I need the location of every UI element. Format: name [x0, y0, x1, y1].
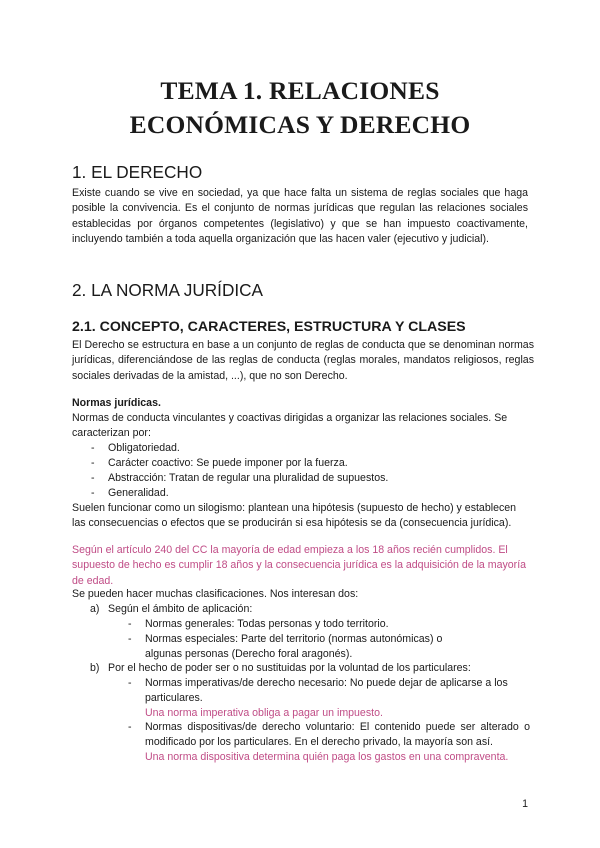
- normas-juridicas-definition: Normas de conducta vinculantes y coactivas dirigidas a organizar las relaciones sociales. Se caracterizan por:: [72, 412, 508, 440]
- list-marker-b: b): [90, 662, 100, 674]
- bullet-dash: -: [128, 721, 132, 733]
- classification-a-item: Normas especiales: Parte del territorio (normas autonómicas) o algunas personas (Derecho foral aragonés).: [145, 633, 443, 661]
- article-example: Según el artículo 240 del CC la mayoría de edad empieza a los 18 años recién cumplidos. El supuesto de hecho es cumplir 18 años y la consecuencia jurídica es la adquisición de la mayoría de edad.: [72, 544, 527, 587]
- title-line-2: ECONÓMICAS Y DERECHO: [129, 110, 471, 139]
- document-title: [40, 74, 560, 142]
- classifications-intro: Se pueden hacer muchas clasificaciones. Nos interesan dos:: [72, 588, 359, 600]
- characteristic-item: Generalidad.: [108, 487, 169, 499]
- classification-a-label: Según el ámbito de aplicación:: [108, 603, 253, 615]
- bullet-dash: -: [128, 677, 132, 689]
- classification-b-item: Normas imperativas/de derecho necesario: No puede dejar de aplicarse a los particulares.: [145, 677, 508, 705]
- classification-b-example: Una norma dispositiva determina quién paga los gastos en una compraventa.: [145, 751, 509, 763]
- characteristic-item: Abstracción: Tratan de regular una pluralidad de supuestos.: [108, 472, 389, 484]
- title-line-1: TEMA 1. RELACIONES: [160, 76, 440, 105]
- classification-a-item: Normas generales: Todas personas y todo territorio.: [145, 618, 389, 630]
- classification-b-item: Normas dispositivas/de derecho voluntario: El contenido puede ser alterado o modificado por los particulares. En el derecho privado, la mayoría son así.: [145, 721, 530, 749]
- section-1-heading: 1. EL DERECHO: [72, 162, 203, 182]
- characteristic-item: Carácter coactivo: Se puede imponer por la fuerza.: [108, 457, 348, 469]
- section-1-body: Existe cuando se vive en sociedad, ya que hace falta un sistema de reglas sociales que haga posible la convivencia. Es el conjunto de normas jurídicas que regulan las relaciones sociales establecidas por órganos competentes (legislativo) y que se han impuesto coactivamente, incluyendo también a toda aquella organización que las hacen valer (ejecutivo y judicial).: [72, 187, 528, 246]
- list-marker-a: a): [90, 603, 100, 615]
- section-2-1-intro: El Derecho se estructura en base a un conjunto de reglas de conducta que se denominan normas jurídicas, diferenciándose de las reglas de conducta (reglas morales, mandatos religiosos, reglas sociales derivadas de la amistad, ...), que no son Derecho.: [72, 339, 534, 382]
- normas-juridicas-label: Normas jurídicas.: [72, 397, 161, 409]
- bullet-dash: -: [91, 487, 95, 499]
- characteristic-item: Obligatoriedad.: [108, 442, 180, 454]
- bullet-dash: -: [91, 472, 95, 484]
- bullet-dash: -: [128, 618, 132, 630]
- silogismo-paragraph: Suelen funcionar como un silogismo: plantean una hipótesis (supuesto de hecho) y establecen las consecuencias o efectos que se producirán si esa hipótesis se da (consecuencia jurídica).: [72, 502, 517, 530]
- section-2-1-heading: 2.1. CONCEPTO, CARACTERES, ESTRUCTURA Y CLASES: [72, 319, 466, 335]
- page-number: 1: [522, 798, 528, 810]
- classification-b-example: Una norma imperativa obliga a pagar un impuesto.: [145, 707, 383, 719]
- bullet-dash: -: [91, 457, 95, 469]
- section-2-heading: 2. LA NORMA JURÍDICA: [72, 280, 264, 300]
- classification-b-label: Por el hecho de poder ser o no sustituidas por la voluntad de los particulares:: [108, 662, 471, 674]
- bullet-dash: -: [91, 442, 95, 454]
- bullet-dash: -: [128, 633, 132, 645]
